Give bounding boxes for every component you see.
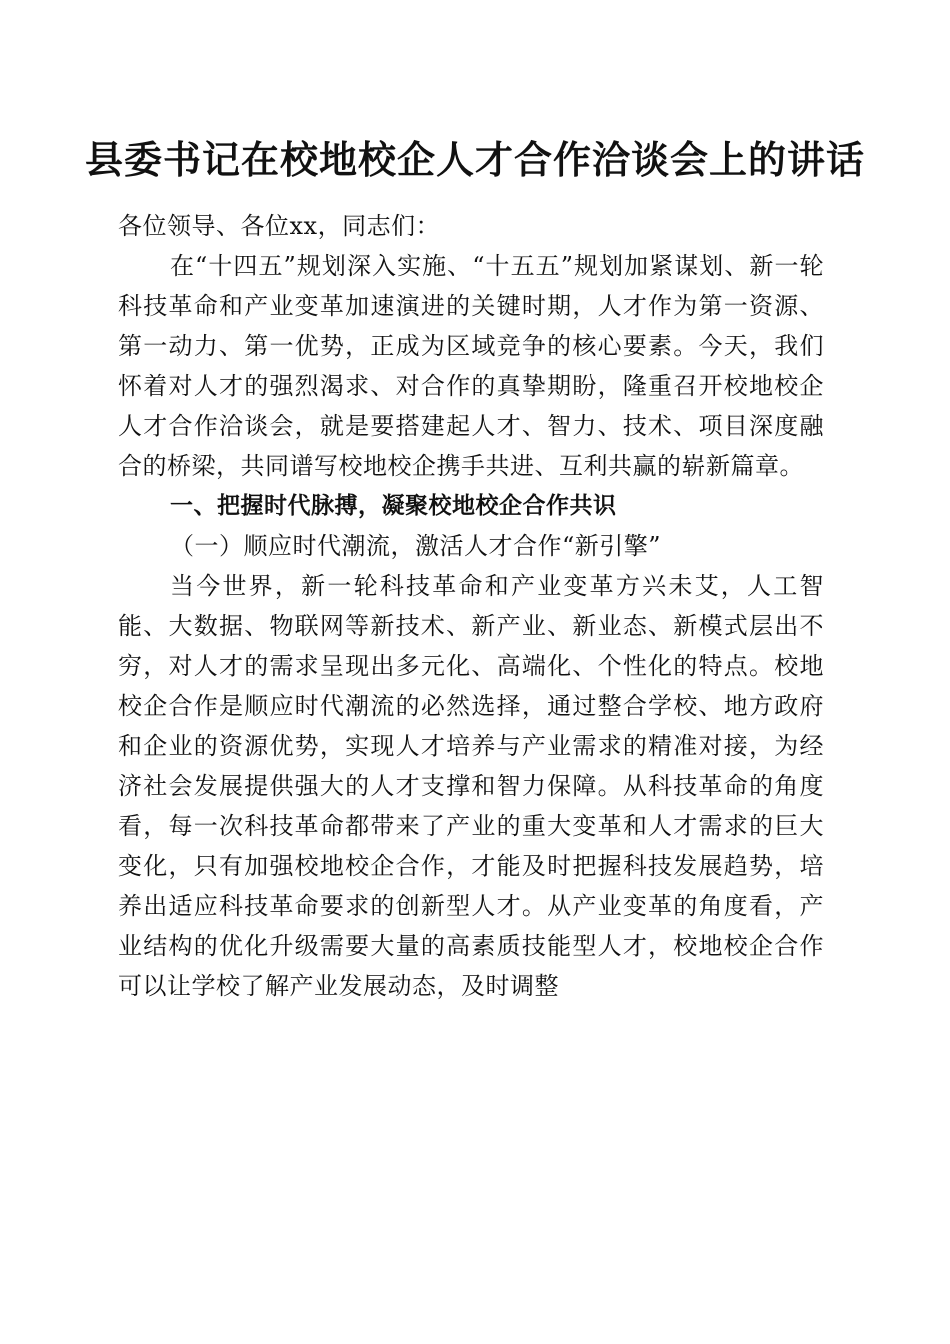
document-body: [118, 206, 824, 1006]
subsection-heading-1: （一）顺应时代潮流，激活人才合作“新引擎”: [170, 532, 662, 560]
section-heading-1: 一、把握时代脉搏，凝聚校地校企合作共识: [170, 493, 617, 519]
document-title: 县委书记在校地校企人才合作洽谈会上的讲话: [84, 137, 865, 182]
subsection-paragraph-1: 当今世界，新一轮科技革命和产业变革方兴未艾，人工智能、大数据、物联网等新技术、新产业、新业态、新模式层出不穷，对人才的需求呈现出多元化、高端化、个性化的特点。校地校企合作是顺应时代潮流的必然选择，通过整合学校、地方政府和企业的资源优势，实现人才培养与产业需求的精准对接，为经济社会发展提供强大的人才支撑和智力保障。从科技革命的角度看，每一次科技革命都带来了产业的重大变革和人才需求的巨大变化，只有加强校地校企合作，才能及时把握科技发展趋势，培养出适应科技革命要求的创新型人才。从产业变革的角度看，产业结构的优化升级需要大量的高素质技能型人才，校地校企合作可以让学校了解产业发展动态，及时调整: [118, 572, 824, 1000]
salutation: 各位领导、各位xx，同志们：: [118, 212, 441, 240]
intro-paragraph: 在“十四五”规划深入实施、“十五五”规划加紧谋划、新一轮科技革命和产业变革加速演进的关键时期，人才作为第一资源、第一动力、第一优势，正成为区域竞争的核心要素。今天，我们怀着对人才的强烈渴求、对合作的真挚期盼，隆重召开校地校企人才合作洽谈会，就是要搭建起人才、智力、技术、项目深度融合的桥梁，共同谱写校地校企携手共进、互利共赢的崭新篇章。: [118, 252, 824, 480]
